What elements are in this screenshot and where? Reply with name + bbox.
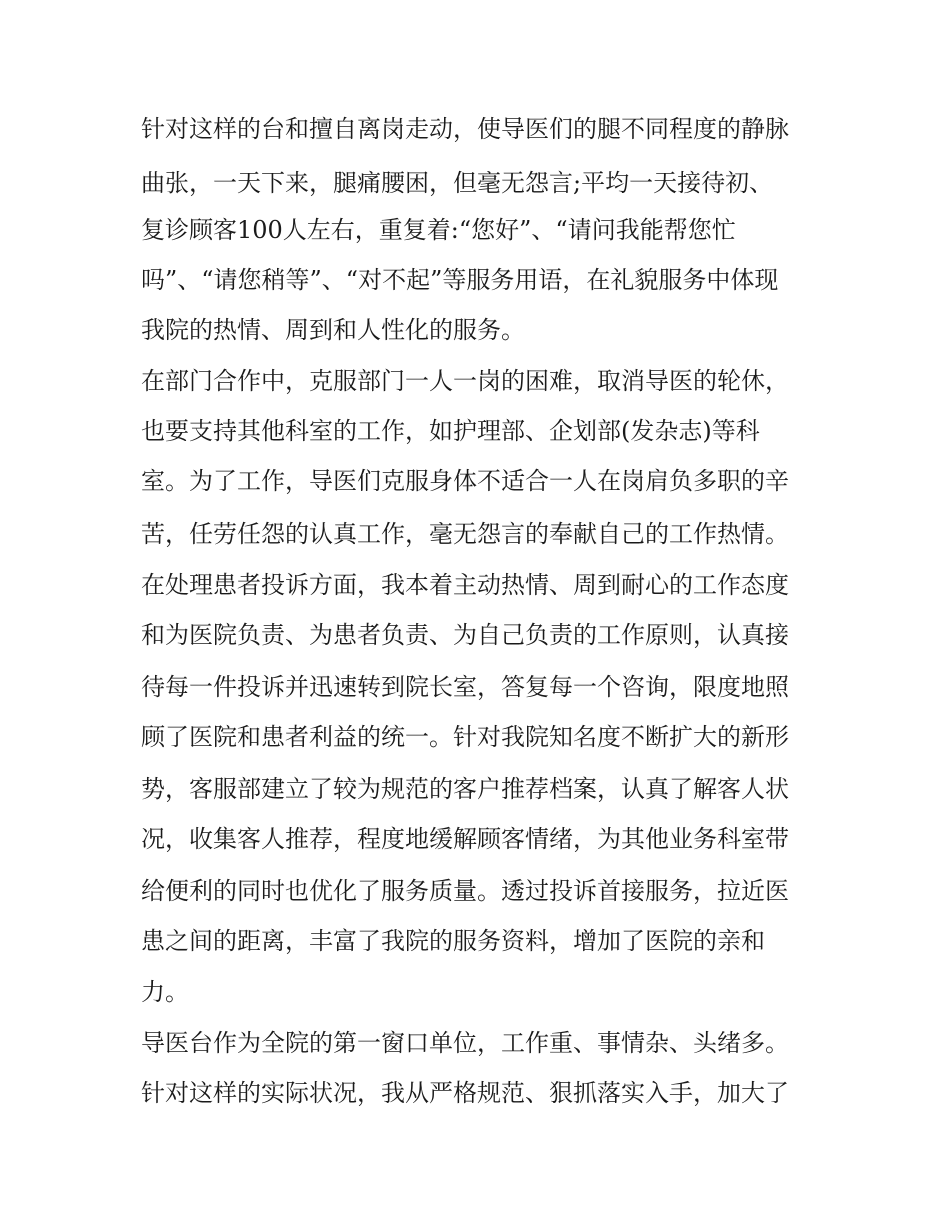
text-line: 针对这样的台和擅自离岗走动，使导医们的腿不同程度的静脉: [141, 115, 789, 143]
text-line: 势，客服部建立了较为规范的客户推荐档案，认真了解客人状: [141, 775, 789, 803]
text-line: 复诊顾客100人左右，重复着:“您好”、“请问我能帮您忙: [141, 216, 736, 244]
text-line: 苦，任劳任怨的认真工作，毫无怨言的奉献自己的工作热情。: [141, 520, 789, 548]
text-line: 和为医院负责、为患者负责、为自己负责的工作原则，认真接: [141, 621, 789, 649]
text-line: 也要支持其他科室的工作，如护理部、企划部(发杂志)等科: [141, 417, 760, 445]
text-line: 曲张，一天下来，腿痛腰困，但毫无怨言;平均一天接待初、: [141, 169, 774, 197]
text-line: 针对这样的实际状况，我从严格规范、狠抓落实入手，加大了: [141, 1079, 789, 1107]
text-line: 给便利的同时也优化了服务质量。透过投诉首接服务，拉近医: [141, 877, 789, 905]
text-line: 室。为了工作，导医们克服身体不适合一人在岗肩负多职的辛: [141, 467, 789, 495]
text-line: 况，收集客人推荐，程度地缓解顾客情绪，为其他业务科室带: [141, 825, 789, 853]
text-line: 吗”、“请您稍等”、“对不起”等服务用语，在礼貌服务中体现: [141, 266, 779, 294]
text-line: 我院的热情、周到和人性化的服务。: [141, 316, 525, 344]
text-line: 顾了医院和患者利益的统一。针对我院知名度不断扩大的新形: [141, 723, 789, 751]
text-line: 在部门合作中，克服部门一人一岗的困难，取消导医的轮休，: [141, 367, 789, 395]
text-line: 待每一件投诉并迅速转到院长室，答复每一个咨询，限度地照: [141, 673, 789, 701]
text-line: 导医台作为全院的第一窗口单位，工作重、事情杂、头绪多。: [141, 1029, 789, 1057]
text-line: 力。: [141, 978, 189, 1006]
text-line: 患之间的距离，丰富了我院的服务资料，增加了医院的亲和: [141, 927, 765, 955]
text-line: 在处理患者投诉方面，我本着主动热情、周到耐心的工作态度: [141, 571, 789, 599]
